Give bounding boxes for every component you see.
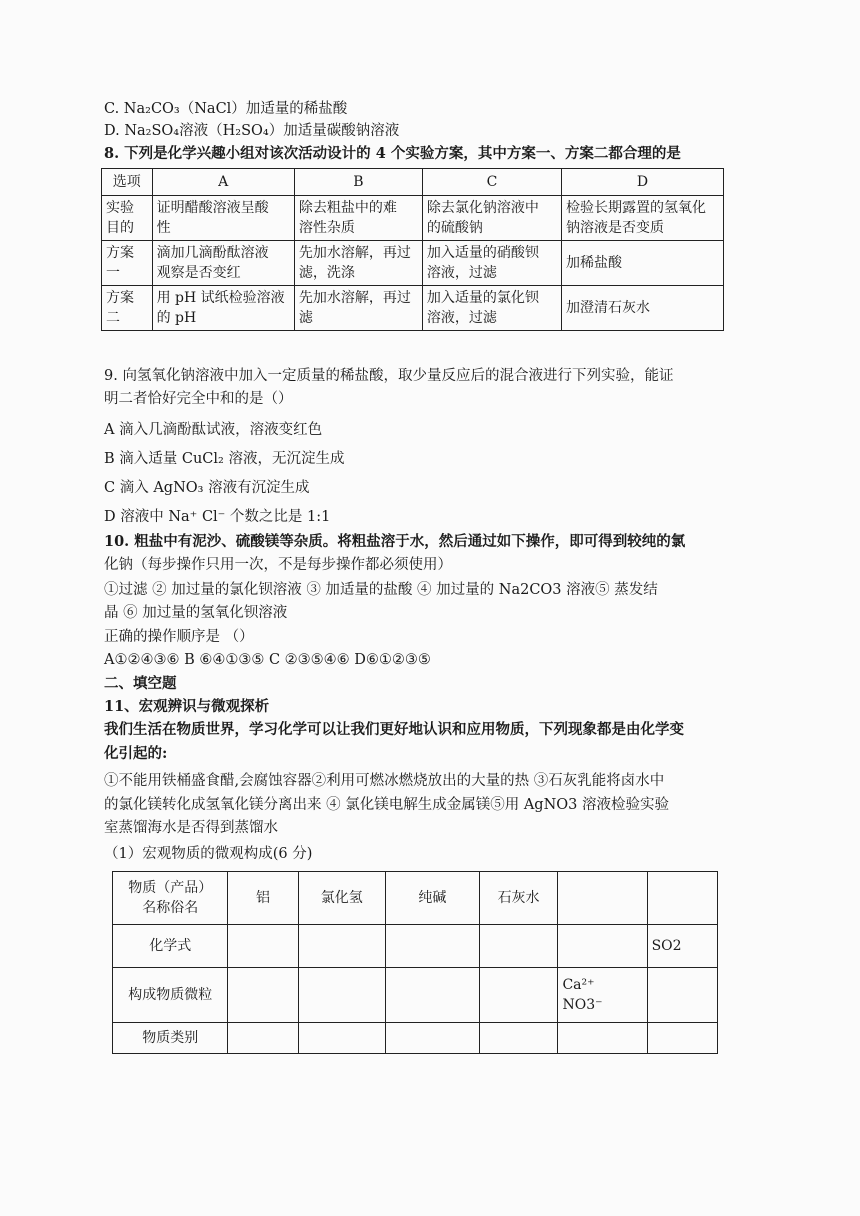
table-row [102, 196, 724, 241]
table-cell [298, 925, 386, 968]
question-9-line2: 明二者恰好完全中和的是（） [104, 391, 293, 407]
table-row [113, 925, 718, 968]
table-cell [647, 968, 717, 1023]
option-c: C. Na₂CO₃（NaCl）加适量的稀盐酸 [104, 101, 348, 117]
table-cell: 物质（产品） 名称俗名 [113, 872, 228, 925]
table-cell: 检验长期露置的氢氧化 钠溶液是否变质 [562, 196, 724, 241]
table-cell: 构成物质微粒 [113, 968, 228, 1023]
question-11-title: 11、宏观辨识与微观探析 [104, 698, 270, 715]
table-header-cell: A [152, 169, 294, 196]
question-11-line4: 的氯化镁转化成氢氧化镁分离出来 ④ 氯化镁电解生成金属镁⑤用 AgNO3 溶液检验实验 [104, 797, 669, 813]
question-10-line5: 正确的操作顺序是 （） [104, 629, 254, 645]
table-cell [558, 1023, 647, 1054]
table-cell [298, 968, 386, 1023]
table-cell: 先加水溶解，再过 滤，洗涤 [294, 241, 422, 286]
table-cell: 加入适量的氯化钡 溶液，过滤 [422, 286, 561, 331]
question-11-line5: 室蒸馏海水是否得到蒸馏水 [104, 820, 278, 836]
table-cell: 方案 一 [102, 241, 153, 286]
table-cell: 加入适量的硝酸钡 溶液，过滤 [422, 241, 561, 286]
table-cell: 加稀盐酸 [562, 241, 724, 286]
question-9-option-d: D 溶液中 Na⁺ Cl⁻ 个数之比是 1:1 [104, 509, 331, 525]
table-cell [479, 1023, 558, 1054]
table-cell [647, 1023, 717, 1054]
table-header-cell: D [562, 169, 724, 196]
table-cell: 加澄清石灰水 [562, 286, 724, 331]
question-10-options: A①②④③⑥ B ⑥④①③⑤ C ②③⑤④⑥ D⑥①②③⑤ [104, 652, 431, 668]
experiment-table [101, 168, 724, 331]
table-row [102, 286, 724, 331]
table-cell: 证明醋酸溶液呈酸 性 [152, 196, 294, 241]
table-cell: 物质类别 [113, 1023, 228, 1054]
table-cell: 用 pH 试纸检验溶液 的 pH [152, 286, 294, 331]
substance-table [112, 871, 718, 1054]
table-cell: 除去氯化钠溶液中 的硫酸钠 [422, 196, 561, 241]
question-10-line4: 晶 ⑥ 加过量的氢氧化钡溶液 [104, 605, 288, 621]
table-header-row [102, 169, 724, 196]
table-cell: SO2 [647, 925, 717, 968]
table-row [113, 968, 718, 1023]
option-d: D. Na₂SO₄溶液（H₂SO₄）加适量碳酸钠溶液 [104, 123, 400, 139]
table-cell [228, 968, 298, 1023]
table-cell: 氯化氢 [298, 872, 386, 925]
table-cell [479, 925, 558, 968]
question-11-line1: 我们生活在物质世界，学习化学可以让我们更好地认识和应用物质，下列现象都是由化学变 [104, 721, 684, 738]
table-cell: 实验 目的 [102, 196, 153, 241]
question-10-line3: ①过滤 ② 加过量的氯化钡溶液 ③ 加适量的盐酸 ④ 加过量的 Na2CO3 溶液⑤ 蒸发结 [104, 582, 658, 598]
table-cell: 石灰水 [479, 872, 558, 925]
question-10-line2: 化钠（每步操作只用一次，不是每步操作都必须使用） [104, 557, 452, 573]
table-cell [479, 968, 558, 1023]
table-cell [647, 872, 717, 925]
question-8: 8. 下列是化学兴趣小组对该次活动设计的 4 个实验方案，其中方案一、方案二都合理的是 [104, 145, 681, 162]
question-9-option-b: B 滴入适量 CuCl₂ 溶液，无沉淀生成 [104, 451, 345, 467]
table-cell [228, 925, 298, 968]
question-9-option-c: C 滴入 AgNO₃ 溶液有沉淀生成 [104, 480, 310, 496]
table-cell [558, 925, 647, 968]
table-cell: 铝 [228, 872, 298, 925]
table-cell: 化学式 [113, 925, 228, 968]
table-row [102, 241, 724, 286]
question-11-line3: ①不能用铁桶盛食醋,会腐蚀容器②利用可燃冰燃烧放出的大量的热 ③石灰乳能将卤水中 [104, 773, 665, 789]
table-cell [386, 925, 480, 968]
table-cell: 纯碱 [386, 872, 480, 925]
table-header-cell: 选项 [102, 169, 153, 196]
table-cell: Ca²⁺ NO3⁻ [558, 968, 647, 1023]
table-header-cell: B [294, 169, 422, 196]
table-cell: 除去粗盐中的难 溶性杂质 [294, 196, 422, 241]
question-9-line1: 9. 向氢氧化钠溶液中加入一定质量的稀盐酸，取少量反应后的混合液进行下列实验，能证 [104, 368, 674, 384]
table-cell [298, 1023, 386, 1054]
table-cell: 滴加几滴酚酞溶液 观察是否变红 [152, 241, 294, 286]
question-9-option-a: A 滴入几滴酚酞试液，溶液变红色 [104, 422, 323, 438]
table-cell: 先加水溶解，再过 滤 [294, 286, 422, 331]
table-cell [386, 968, 480, 1023]
table-cell [228, 1023, 298, 1054]
table-header-cell: C [422, 169, 561, 196]
table-cell: 方案 二 [102, 286, 153, 331]
section-title-fill-blank: 二、填空题 [104, 675, 177, 692]
table-cell [558, 872, 647, 925]
table-row [113, 1023, 718, 1054]
question-11-subtitle: （1）宏观物质的微观构成(6 分) [104, 846, 313, 862]
question-10-line1: 10. 粗盐中有泥沙、硫酸镁等杂质。将粗盐溶于水，然后通过如下操作，即可得到较纯的氯 [104, 533, 686, 550]
question-11-line2: 化引起的: [104, 745, 168, 762]
table-cell [386, 1023, 480, 1054]
table-row [113, 872, 718, 925]
